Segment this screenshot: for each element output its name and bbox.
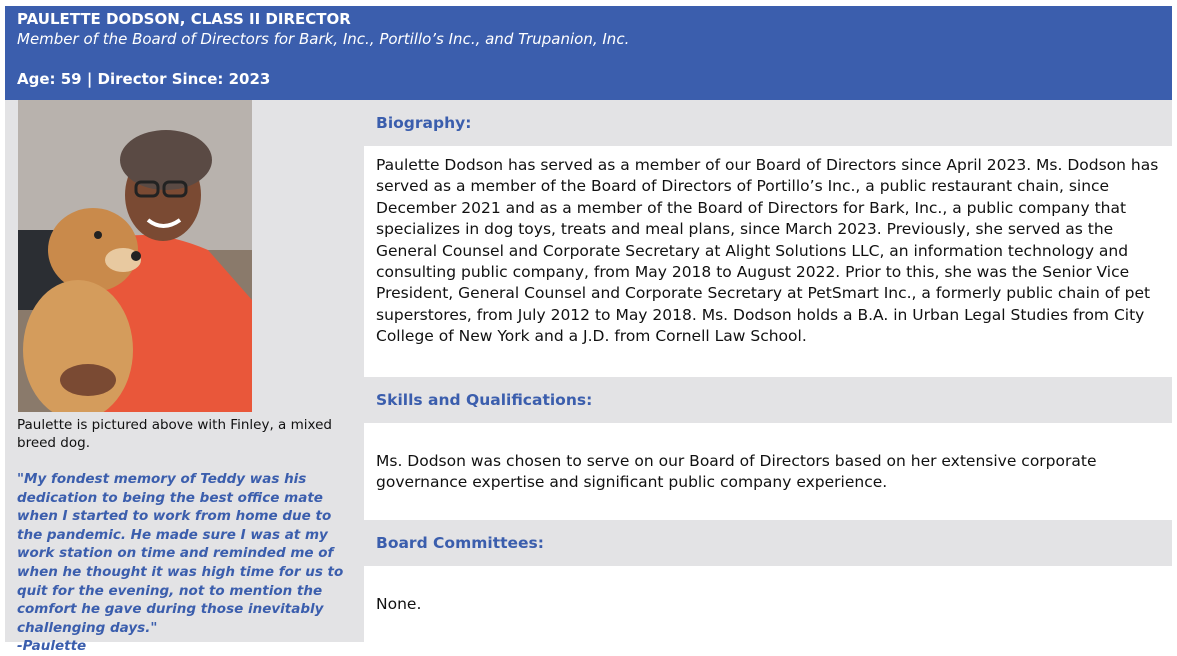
director-board-memberships: Member of the Board of Directors for Bark, Inc., Portillo’s Inc., and Trupanion, Inc. xyxy=(17,30,630,48)
skills-text: Ms. Dodson was chosen to serve on our Board of Directors based on her extensive corporate governance expertise and significant public company experience. xyxy=(376,452,1097,492)
sidebar-panel xyxy=(5,100,364,655)
director-quote xyxy=(17,470,357,656)
director-photo xyxy=(18,100,252,412)
committees-heading: Board Committees: xyxy=(364,520,1172,566)
quote-text: "My fondest memory of Teddy was his dedication to being the best office mate when I started to work from home due to the pandemic. He made sure I was at my work station on time and reminded me of when he thought it was high time for us to quit for the evening, not to mention the comfort he gave during those inevitably challenging days." xyxy=(17,471,344,636)
quote-attribution: -Paulette xyxy=(17,638,87,655)
committees-text: None. xyxy=(376,595,422,613)
director-name-title: PAULETTE DODSON, CLASS II DIRECTOR xyxy=(17,10,351,28)
biography-heading: Biography: xyxy=(364,100,1172,146)
director-with-dog-photo xyxy=(18,100,252,412)
director-header xyxy=(5,6,1172,100)
biography-text: Paulette Dodson has served as a member of our Board of Directors since April 2023. Ms. Dodson has served as a member of the Board of Directors of Portillo’s Inc., a public restaurant chain, since December 2021 and as a member of the Board of Directors for Bark, Inc., a public company that specializes in dog toys, treats and meal plans, since March 2023. Previously, she served as the General Counsel and Corporate Secretary at Alight Solutions LLC, an information technology and consulting public company, from May 2018 to August 2022. Prior to this, she was the Senior Vice President, General Counsel and Corporate Secretary at PetSmart Inc., a formerly public chain of pet superstores, from July 2012 to May 2018. Ms. Dodson holds a B.A. in Urban Legal Studies from City College of New York and a J.D. from Cornell Law School. xyxy=(376,156,1159,346)
photo-caption: Paulette is pictured above with Finley, a mixed breed dog. xyxy=(17,417,332,451)
skills-heading: Skills and Qualifications: xyxy=(364,377,1172,423)
director-age-since: Age: 59 | Director Since: 2023 xyxy=(17,70,271,88)
